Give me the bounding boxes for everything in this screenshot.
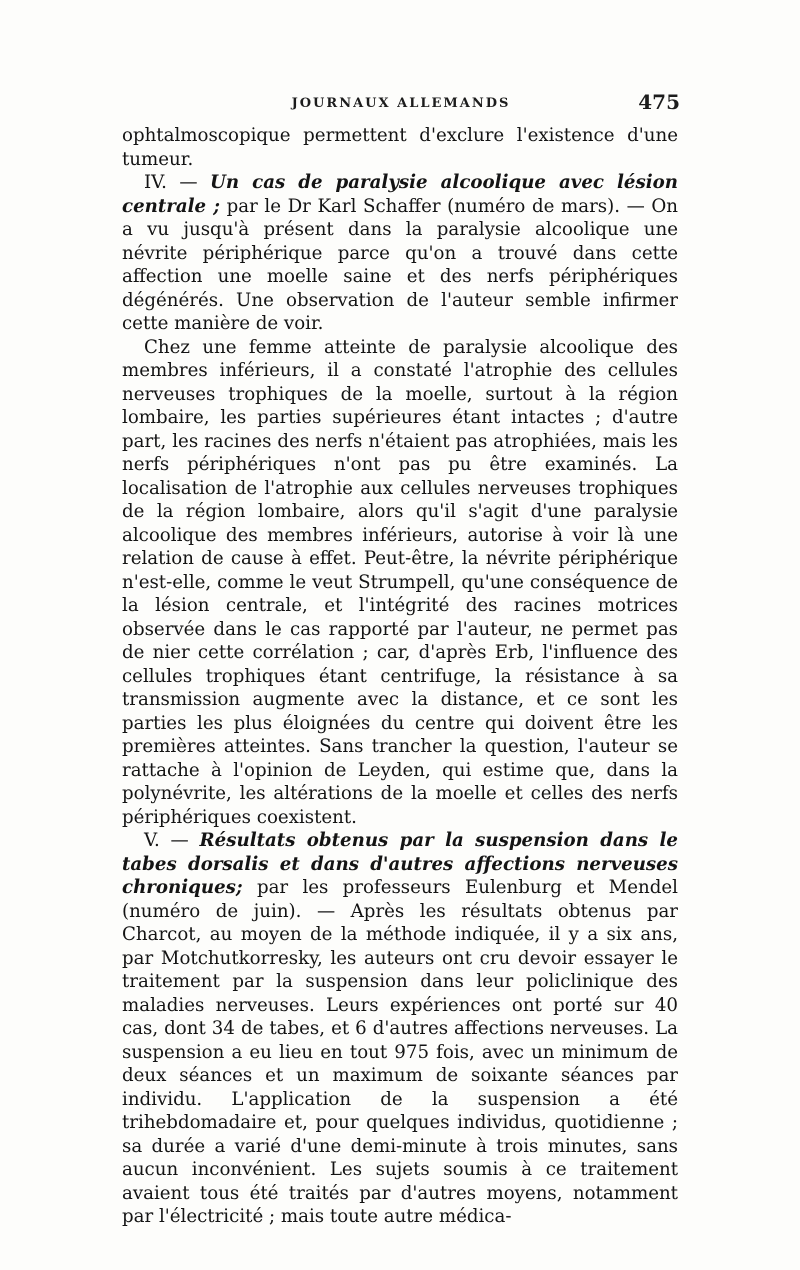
body-text (122, 124, 678, 1229)
section-iv-body: Chez une femme atteinte de paralysie alcoolique des membres inférieurs, il a constaté l'atrophie des cellules nerveuses trophiques de la moelle, surtout à la région lombaire, les parties supérieures étant intactes ; d'autre part, les racines des nerfs n'étaient pas atrophiées, mais les nerfs périphériques n'ont pas pu être examinés. La localisation de l'atrophie aux cellules nerveuses trophiques de la région lombaire, alors qu'il s'agit d'une paralysie alcoolique des membres inférieurs, autorise à voir là une relation de cause à effet. Peut-être, la névrite périphérique n'est-elle, comme le veut Strumpell, qu'une conséquence de la lésion centrale, et l'intégrité des racines motrices observée dans le cas rapporté par l'auteur, ne permet pas de nier cette corrélation ; car, d'après Erb, l'influence des cellules trophiques étant centrifuge, la résistance à sa transmission augmente avec la distance, et ce sont les parties les plus éloignées du centre qui doivent être les premières atteintes. Sans trancher la question, l'auteur se rattache à l'opinion de Leyden, qui estime que, dans la polynévrite, les altérations de la moelle et celles des nerfs périphériques coexistent. (122, 336, 678, 828)
section-v-title: Résultats obtenus par la suspension dans le tabes dorsalis et dans d'autres affections nerveuses chroniques; (122, 830, 678, 898)
page-number: 475 (638, 90, 680, 114)
section-iv-paragraph (122, 171, 678, 336)
continuation-paragraph: ophtalmoscopique permettent d'exclure l'existence d'une tumeur. (122, 125, 678, 170)
section-iv-intro: par le Dr Karl Schaffer (numéro de mars). — On a vu jusqu'à présent dans la paralysie alcoolique une névrite périphérique parce qu'on a trouvé dans cette affection une moelle saine et des nerfs périphériques dégénérés. Une observation de l'auteur semble infirmer cette manière de voir. (122, 195, 678, 334)
running-title: JOURNAUX ALLEMANDS (291, 96, 511, 111)
section-v-paragraph (122, 829, 678, 1229)
running-head (122, 90, 680, 118)
section-iv-title: Un cas de paralysie alcoolique avec lésion centrale ; (122, 172, 678, 217)
section-iv-numeral: IV. — (144, 172, 198, 193)
section-v-body: par les professeurs Eulenburg et Mendel (numéro de juin). — Après les résultats obtenus par Charcot, au moyen de la méthode indiquée, il y a six ans, par Motchutkorresky, les auteurs ont cru devoir essayer le traitement par la suspension dans leur policlinique des maladies nerveuses. Leurs expériences ont porté sur 40 cas, dont 34 de tabes, et 6 d'autres affections nerveuses. La suspension a eu lieu en tout 975 fois, avec un minimum de deux séances et un maximum de soixante séances par individu. L'application de la suspension a été trihebdomadaire et, pour quelques individus, quotidienne ; sa durée a varié d'une demi-minute à trois minutes, sans aucun inconvénient. Les sujets soumis à ce traitement avaient tous été traités par d'autres moyens, notamment par l'électricité ; mais toute autre médica- (122, 877, 678, 1227)
section-v-numeral: V. — (144, 830, 189, 851)
